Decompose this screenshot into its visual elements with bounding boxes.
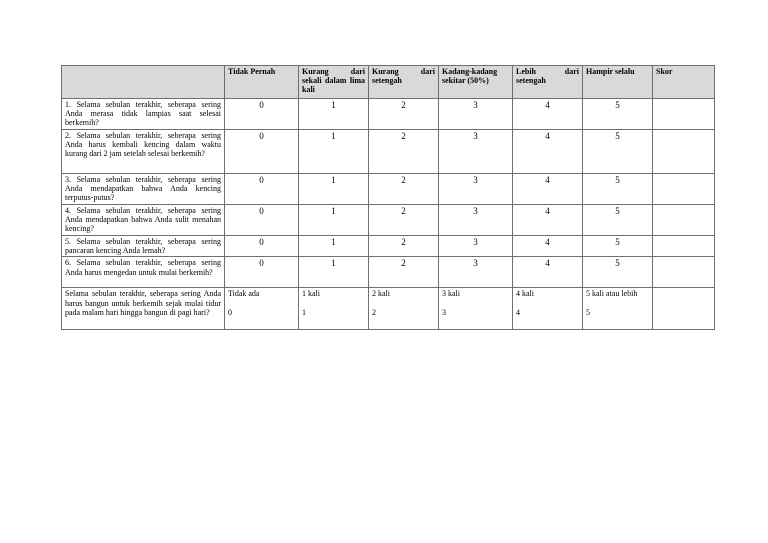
option-label: 3 kali xyxy=(442,289,460,299)
score-cell: 0 xyxy=(225,236,299,257)
score-cell: 3 xyxy=(439,257,513,288)
score-cell: 4 xyxy=(513,99,583,130)
option-cell xyxy=(513,288,583,330)
question-cell: 5. Selama sebulan terakhir, seberapa sering pancaran kencing Anda lemah? xyxy=(62,236,225,257)
table-row xyxy=(62,236,715,257)
table-row xyxy=(62,257,715,288)
header-cell-less-than-one-in-five: Kurang dari sekali dalam lima kali xyxy=(299,66,369,99)
header-cell-score: Skor xyxy=(653,66,715,99)
table-row xyxy=(62,130,715,174)
option-cell xyxy=(583,288,653,330)
score-cell: 1 xyxy=(299,205,369,236)
score-cell: 3 xyxy=(439,130,513,174)
option-label: 1 kali xyxy=(302,289,320,299)
question-cell: 2. Selama sebulan terakhir, seberapa sering Anda harus kembali kencing dalam waktu kurang dari 2 jam setelah selesai berkemih? xyxy=(62,130,225,174)
score-cell: 3 xyxy=(439,205,513,236)
score-entry-cell[interactable] xyxy=(653,205,715,236)
score-cell: 4 xyxy=(513,205,583,236)
score-cell: 5 xyxy=(583,99,653,130)
score-cell: 2 xyxy=(369,130,439,174)
score-cell: 2 xyxy=(369,205,439,236)
question-cell: 6. Selama sebulan terakhir, seberapa sering Anda harus mengedan untuk mulai berkemih? xyxy=(62,257,225,288)
option-cell xyxy=(225,288,299,330)
score-entry-cell[interactable] xyxy=(653,288,715,330)
score-cell: 3 xyxy=(439,174,513,205)
score-entry-cell[interactable] xyxy=(653,130,715,174)
score-entry-cell[interactable] xyxy=(653,174,715,205)
option-value: 4 xyxy=(516,307,520,317)
option-cell xyxy=(439,288,513,330)
score-cell: 2 xyxy=(369,99,439,130)
score-cell: 1 xyxy=(299,257,369,288)
option-value: 3 xyxy=(442,307,446,317)
score-entry-cell[interactable] xyxy=(653,236,715,257)
symptom-score-table xyxy=(61,65,715,330)
header-cell-about-half: Kadang-kadang sekitar (50%) xyxy=(439,66,513,99)
score-cell: 1 xyxy=(299,130,369,174)
table-header-row xyxy=(62,66,715,99)
score-cell: 5 xyxy=(583,236,653,257)
score-cell: 4 xyxy=(513,236,583,257)
score-cell: 1 xyxy=(299,174,369,205)
question-cell: 4. Selama sebulan terakhir, seberapa sering Anda mendapatkan bahwa Anda sulit menahan kencing? xyxy=(62,205,225,236)
option-value: 1 xyxy=(302,307,306,317)
score-cell: 4 xyxy=(513,174,583,205)
score-cell: 2 xyxy=(369,257,439,288)
score-cell: 2 xyxy=(369,174,439,205)
score-cell: 3 xyxy=(439,99,513,130)
table-row xyxy=(62,99,715,130)
score-cell: 1 xyxy=(299,99,369,130)
score-cell: 5 xyxy=(583,174,653,205)
score-cell: 0 xyxy=(225,130,299,174)
score-cell: 0 xyxy=(225,257,299,288)
score-cell: 0 xyxy=(225,99,299,130)
header-cell-more-than-half: Lebih dari setengah xyxy=(513,66,583,99)
header-cell-less-than-half: Kurang dari setengah xyxy=(369,66,439,99)
option-value: 5 xyxy=(586,307,590,317)
header-cell-almost-always: Hampir selalu xyxy=(583,66,653,99)
question-cell: 1. Selama sebulan terakhir, seberapa sering Anda merasa tidak lampias saat selesai berkemih? xyxy=(62,99,225,130)
score-cell: 0 xyxy=(225,174,299,205)
score-cell: 5 xyxy=(583,257,653,288)
score-cell: 3 xyxy=(439,236,513,257)
score-cell: 5 xyxy=(583,130,653,174)
table-row xyxy=(62,205,715,236)
score-entry-cell[interactable] xyxy=(653,257,715,288)
score-cell: 4 xyxy=(513,257,583,288)
header-cell-question xyxy=(62,66,225,99)
option-value: 0 xyxy=(228,307,232,317)
score-cell: 2 xyxy=(369,236,439,257)
option-label: 5 kali atau lebih xyxy=(586,289,638,299)
score-cell: 0 xyxy=(225,205,299,236)
table-row xyxy=(62,174,715,205)
option-label: 4 kali xyxy=(516,289,534,299)
score-entry-cell[interactable] xyxy=(653,99,715,130)
score-cell: 5 xyxy=(583,205,653,236)
option-cell xyxy=(299,288,369,330)
header-cell-never: Tidak Pernah xyxy=(225,66,299,99)
option-cell xyxy=(369,288,439,330)
question-cell: 3. Selama sebulan terakhir, seberapa sering Anda mendapatkan bahwa Anda kencing terputus-putus? xyxy=(62,174,225,205)
table-row xyxy=(62,288,715,330)
option-label: 2 kali xyxy=(372,289,390,299)
score-cell: 1 xyxy=(299,236,369,257)
score-cell: 4 xyxy=(513,130,583,174)
question-cell: Selama sebulan terakhir, seberapa sering Anda harus bangun untuk berkemih sejak mulai tidur pada malam hari hingga bangun di pagi hari? xyxy=(62,288,225,330)
option-value: 2 xyxy=(372,307,376,317)
option-label: Tidak ada xyxy=(228,289,260,299)
